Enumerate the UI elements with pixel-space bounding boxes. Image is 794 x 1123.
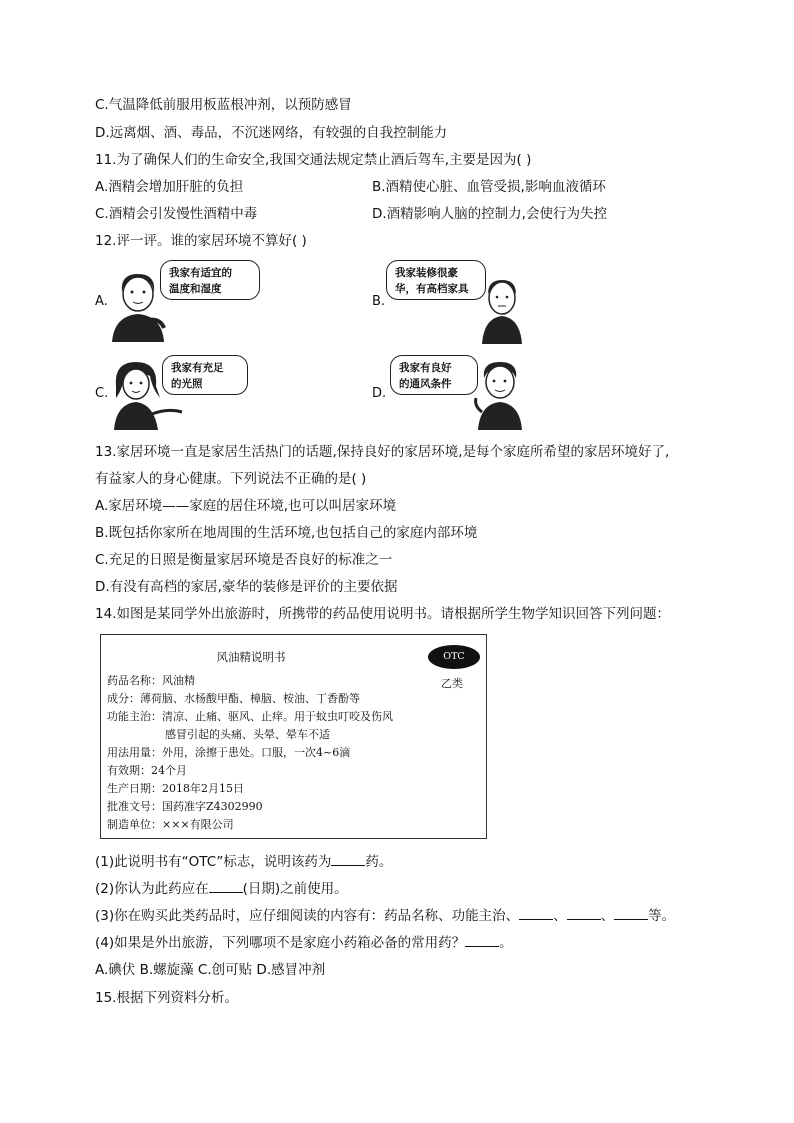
- q14-part4-end: 。: [499, 935, 513, 951]
- medicine-leaflet: [100, 634, 487, 839]
- q14-part4: [95, 934, 513, 952]
- leaflet-row: 生产日期：2018年2月15日: [107, 782, 244, 795]
- q11-option-d: D.酒精影响人脑的控制力,会使行为失控: [372, 206, 607, 222]
- leaflet-row: 药品名称：风油精: [107, 674, 195, 687]
- q11-option-c: C.酒精会引发慢性酒精中毒: [95, 206, 258, 222]
- answer-blank[interactable]: [209, 880, 243, 893]
- leaflet-row: 批准文号：国药准字Z4302990: [107, 800, 263, 813]
- speech-bubble-c: [162, 355, 248, 395]
- answer-blank[interactable]: [331, 853, 365, 866]
- boy-illustration-d: [472, 360, 528, 430]
- q11-option-a: A.酒精会增加肝脏的负担: [95, 179, 244, 195]
- q13-stem-line1: 13.家居环境一直是家居生活热门的话题,保持良好的家居环境,是每个家庭所希望的家居环境好了,: [95, 444, 670, 460]
- bubble-a-line2: 温度和湿度: [169, 283, 222, 295]
- q14-part1-end: 药。: [365, 854, 393, 870]
- answer-blank[interactable]: [614, 907, 648, 920]
- bubble-c-line2: 的光照: [171, 378, 203, 390]
- leaflet-row: 功能主治：清凉、止痛、驱风、止痒。用于蚊虫叮咬及伤风: [107, 710, 393, 723]
- answer-blank[interactable]: [567, 907, 601, 920]
- q12-label-c: C.: [95, 386, 109, 401]
- q13-stem-line2: 有益家人的身心健康。下列说法不正确的是( ): [95, 471, 367, 487]
- q14-part2-end: (日期)之前使用。: [242, 881, 348, 897]
- otc-class: 乙类: [441, 677, 463, 690]
- q12-label-d: D.: [372, 386, 387, 401]
- leaflet-row: 制造单位：×××有限公司: [107, 818, 234, 831]
- man-illustration-b: [478, 278, 526, 344]
- answer-blank[interactable]: [465, 934, 499, 947]
- leaflet-row: 用法用量：外用，涂擦于患处。口服，一次4~6滴: [107, 746, 351, 759]
- q10-option-c: C.气温降低前服用板蓝根冲剂，以预防感冒: [95, 97, 352, 113]
- bubble-a-line1: 我家有适宜的: [169, 267, 232, 279]
- q14-part4-options: A.碘伏 B.螺旋藻 C.创可贴 D.感冒冲剂: [95, 962, 326, 978]
- q14-part3-end: 等。: [648, 908, 676, 924]
- bubble-d-line2: 的通风条件: [399, 378, 452, 390]
- speech-bubble-a: [160, 260, 260, 300]
- bubble-d-line1: 我家有良好: [399, 362, 452, 374]
- leaflet-row: 有效期：24个月: [107, 764, 187, 777]
- q14-part3-sep: 、: [600, 908, 615, 924]
- speech-bubble-d: [390, 355, 478, 395]
- q13-option-c: C.充足的日照是衡量家居环境是否良好的标准之一: [95, 552, 393, 568]
- q12-label-b: B.: [372, 294, 386, 309]
- q14-part1: [95, 853, 392, 871]
- speech-bubble-b: [386, 260, 486, 300]
- otc-badge: OTC: [428, 645, 480, 669]
- answer-blank[interactable]: [519, 907, 553, 920]
- q13-option-b: B.既包括你家所在地周围的生活环境,也包括自己的家庭内部环境: [95, 525, 478, 541]
- q11-option-b: B.酒精使心脏、血管受损,影响血液循环: [372, 179, 606, 195]
- q14-part3: [95, 907, 675, 925]
- q14-part3-sep: 、: [553, 908, 567, 924]
- q13-option-d: D.有没有高档的家居,豪华的装修是评价的主要依据: [95, 579, 398, 595]
- q11-stem: 11.为了确保人们的生命安全,我国交通法规定禁止酒后驾车,主要是因为( ): [95, 152, 532, 168]
- q12-label-a: A.: [95, 294, 108, 309]
- q14-stem: 14.如图是某同学外出旅游时，所携带的药品使用说明书。请根据所学生物学知识回答下列问题：: [95, 606, 670, 622]
- q10-option-d: D.远离烟、酒、毒品，不沉迷网络，有较强的自我控制能力: [95, 125, 448, 141]
- q13-option-a: A.家居环境——家庭的居住环境,也可以叫居家环境: [95, 498, 397, 514]
- q14-part2: [95, 880, 348, 898]
- leaflet-row: 成分：薄荷脑、水杨酸甲酯、樟脑、桉油、丁香酚等: [107, 692, 360, 705]
- q14-part4-text: (4)如果是外出旅游，下列哪项不是家庭小药箱必备的常用药？: [95, 935, 466, 951]
- q14-part2-text: (2)你认为此药应在: [95, 881, 209, 897]
- q12-stem: 12.评一评。谁的家居环境不算好( ): [95, 233, 307, 249]
- q14-part1-text: (1)此说明书有“OTC”标志，说明该药为: [95, 854, 332, 870]
- boy-illustration-a: [108, 270, 166, 342]
- bubble-b-line2: 华，有高档家具: [395, 283, 469, 295]
- q15-stem: 15.根据下列资料分析。: [95, 990, 238, 1006]
- q14-part3-text: (3)你在购买此类药品时，应仔细阅读的内容有：药品名称、功能主治、: [95, 908, 520, 924]
- bubble-c-line1: 我家有充足: [171, 362, 224, 374]
- leaflet-row: 感冒引起的头痛、头晕、晕车不适: [165, 728, 330, 741]
- leaflet-title: 风油精说明书: [216, 650, 286, 664]
- bubble-b-line1: 我家装修很豪: [395, 267, 458, 279]
